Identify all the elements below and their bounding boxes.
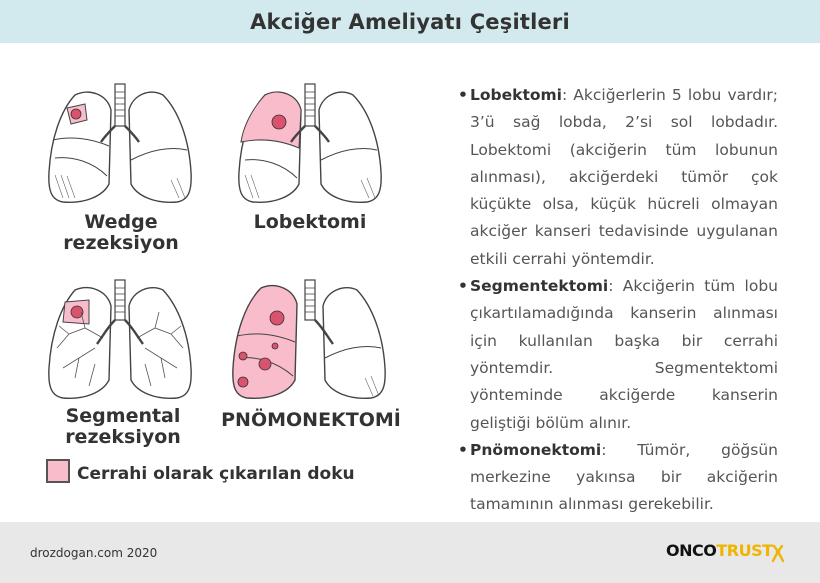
bullet-icon: • <box>458 86 468 104</box>
item-text: : Akciğerin tüm lobu çıkartılamadığında kanserin alınması için kullanılan başka bir cerrahi yöntemdir. Segmentektomi yönteminde akciğerde kanserin geliştiği bölüm alınır. <box>470 277 778 432</box>
footer-credit: drozdogan.com 2020 <box>30 546 158 560</box>
oncotrust-logo: ONCOTRUST <box>666 541 773 560</box>
bullet-icon: • <box>458 277 468 296</box>
item-text: : Tümör, göğsün merkezine yakınsa bir akciğerin tamamının alınması gerekebilir. <box>470 440 778 514</box>
item-term: Lobektomi <box>470 86 562 104</box>
segmental-resection-illustration <box>45 278 195 402</box>
list-item-pneumonectomy <box>458 437 778 519</box>
pneumonectomy-caption: PNÖMONEKTOMİ <box>221 409 401 431</box>
lobectomy-caption: Lobektomi <box>253 211 367 233</box>
item-text: : Akciğerlerin 5 lobu vardır; 3’ü sağ lobda, 2’si sol lobdadır. Lobektomi (akciğerin tüm lobunun alınması), akciğerdeki tümör çok küçükte olsa, küçük hücreli olmayan akciğer kanseri tedavisinde uygulanan etkili cerrahi yöntemdir. <box>470 86 778 268</box>
wedge-resection-caption: Wedge rezeksiyon <box>63 211 179 254</box>
bullet-icon: • <box>458 440 468 459</box>
pneumonectomy-illustration <box>229 278 389 402</box>
list-item-lobectomy <box>458 82 778 273</box>
page-title: Akciğer Ameliyatı Çeşitleri <box>250 9 570 34</box>
segmental-resection-caption <box>25 406 221 448</box>
logo-ribbon-icon <box>768 543 788 563</box>
item-term: Pnömonektomi <box>470 440 602 459</box>
lobectomy-illustration <box>235 80 385 208</box>
wedge-resection-illustration <box>45 80 195 208</box>
item-term: Segmentektomi <box>470 277 609 296</box>
legend-label: Cerrahi olarak çıkarılan doku <box>77 464 355 484</box>
description-list <box>458 82 778 519</box>
list-item-segmentectomy <box>458 273 778 437</box>
segmental-caption-line2: rezeksiyon <box>65 426 181 448</box>
segmental-caption-line1: Segmental <box>65 405 181 427</box>
legend-swatch <box>46 459 70 483</box>
header-bar <box>0 0 820 43</box>
